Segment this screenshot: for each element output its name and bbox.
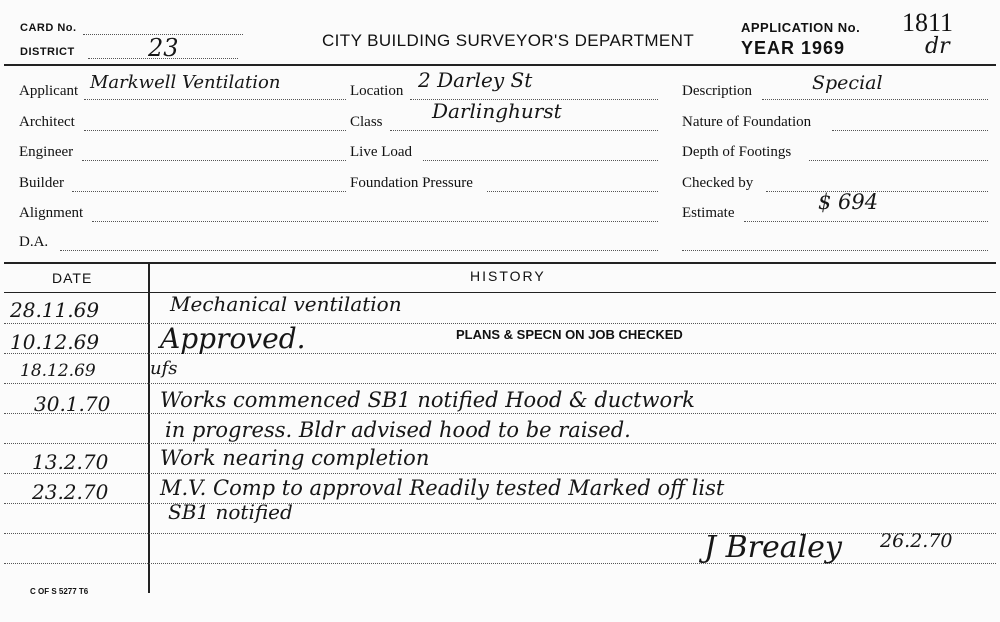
- history-entry: Work nearing completion: [160, 446, 430, 470]
- nature-of-foundation-line: [832, 130, 988, 131]
- date-column-divider: [148, 263, 150, 593]
- year-label: YEAR 1969: [741, 38, 846, 58]
- plans-checked-stamp: PLANS & SPECN ON JOB CHECKED: [456, 327, 683, 342]
- history-entry: SB1 notified: [168, 500, 293, 524]
- applicant-line: [84, 99, 346, 100]
- history-rule-5: [4, 443, 996, 444]
- blank-line-col3: [682, 250, 988, 251]
- applicant-value: Markwell Ventilation: [90, 72, 281, 93]
- estimate-label: Estimate: [682, 205, 735, 221]
- da-label: D.A.: [19, 234, 49, 250]
- history-rule-6: [4, 473, 996, 474]
- district-value: 23: [148, 34, 179, 62]
- history-date: 10.12.69: [10, 330, 100, 354]
- year-suffix: dr: [925, 34, 950, 59]
- engineer-label: Engineer: [19, 144, 74, 160]
- history-date: 23.2.70: [32, 480, 109, 504]
- class-label: Class: [350, 114, 383, 130]
- builder-label: Builder: [19, 175, 64, 191]
- foundation-pressure-line: [487, 191, 658, 192]
- description-line: [762, 99, 988, 100]
- history-header: HISTORY: [470, 268, 546, 284]
- history-rule-9: [4, 563, 996, 564]
- location-label: Location: [350, 83, 404, 99]
- date-header: DATE: [52, 270, 93, 286]
- location-value-2: Darlinghurst: [432, 99, 562, 123]
- architect-line: [84, 130, 346, 131]
- alignment-line: [92, 221, 658, 222]
- card-no-label: CARD No.: [20, 22, 77, 34]
- history-date: 30.1.70: [34, 392, 111, 416]
- history-header-rule: [4, 292, 996, 293]
- history-entry: Works commenced SB1 notified Hood & ductwork: [160, 388, 695, 412]
- signature: J Brealey: [704, 530, 842, 565]
- engineer-line: [82, 160, 346, 161]
- description-value: Special: [812, 72, 883, 94]
- foundation-pressure-label: Foundation Pressure: [350, 175, 473, 191]
- da-line: [60, 250, 658, 251]
- live-load-line: [423, 160, 658, 161]
- signature-date: 26.2.70: [880, 530, 953, 552]
- application-no-value: 1811: [902, 8, 954, 37]
- class-line: [390, 130, 658, 131]
- header-divider: [4, 64, 996, 66]
- history-date: 18.12.69: [20, 361, 96, 381]
- district-label: DISTRICT: [20, 46, 75, 58]
- checked-by-label: Checked by: [682, 175, 754, 191]
- form-code: C OF S 5277 T6: [30, 587, 89, 596]
- applicant-label: Applicant: [19, 83, 79, 99]
- description-label: Description: [682, 83, 752, 99]
- history-entry: M.V. Comp to approval Readily tested Marked off list: [160, 476, 725, 500]
- history-rule-8: [4, 533, 996, 534]
- builder-line: [72, 191, 346, 192]
- history-rule-7: [4, 503, 996, 504]
- estimate-value: $ 694: [818, 190, 879, 214]
- history-date: 13.2.70: [32, 450, 109, 474]
- history-rule-4: [4, 413, 996, 414]
- nature-of-foundation-label: Nature of Foundation: [682, 114, 812, 130]
- live-load-label: Live Load: [350, 144, 413, 160]
- history-rule-1: [4, 323, 996, 324]
- application-no-label: APPLICATION No.: [741, 20, 861, 35]
- location-value-1: 2 Darley St: [418, 68, 533, 92]
- department-title: CITY BUILDING SURVEYOR'S DEPARTMENT: [322, 31, 695, 50]
- alignment-label: Alignment: [19, 205, 84, 221]
- estimate-line: [744, 221, 988, 222]
- history-top-rule: [4, 262, 996, 264]
- history-entry: ufs: [150, 358, 178, 379]
- history-entry: in progress. Bldr advised hood to be raised.: [165, 418, 631, 442]
- history-entry: Mechanical ventilation: [170, 292, 402, 316]
- history-rule-3: [4, 383, 996, 384]
- depth-of-footings-line: [809, 160, 988, 161]
- history-rule-2: [4, 353, 996, 354]
- depth-of-footings-label: Depth of Footings: [682, 144, 792, 160]
- architect-label: Architect: [19, 114, 75, 130]
- history-entry: Approved.: [160, 322, 306, 355]
- history-date: 28.11.69: [10, 298, 100, 322]
